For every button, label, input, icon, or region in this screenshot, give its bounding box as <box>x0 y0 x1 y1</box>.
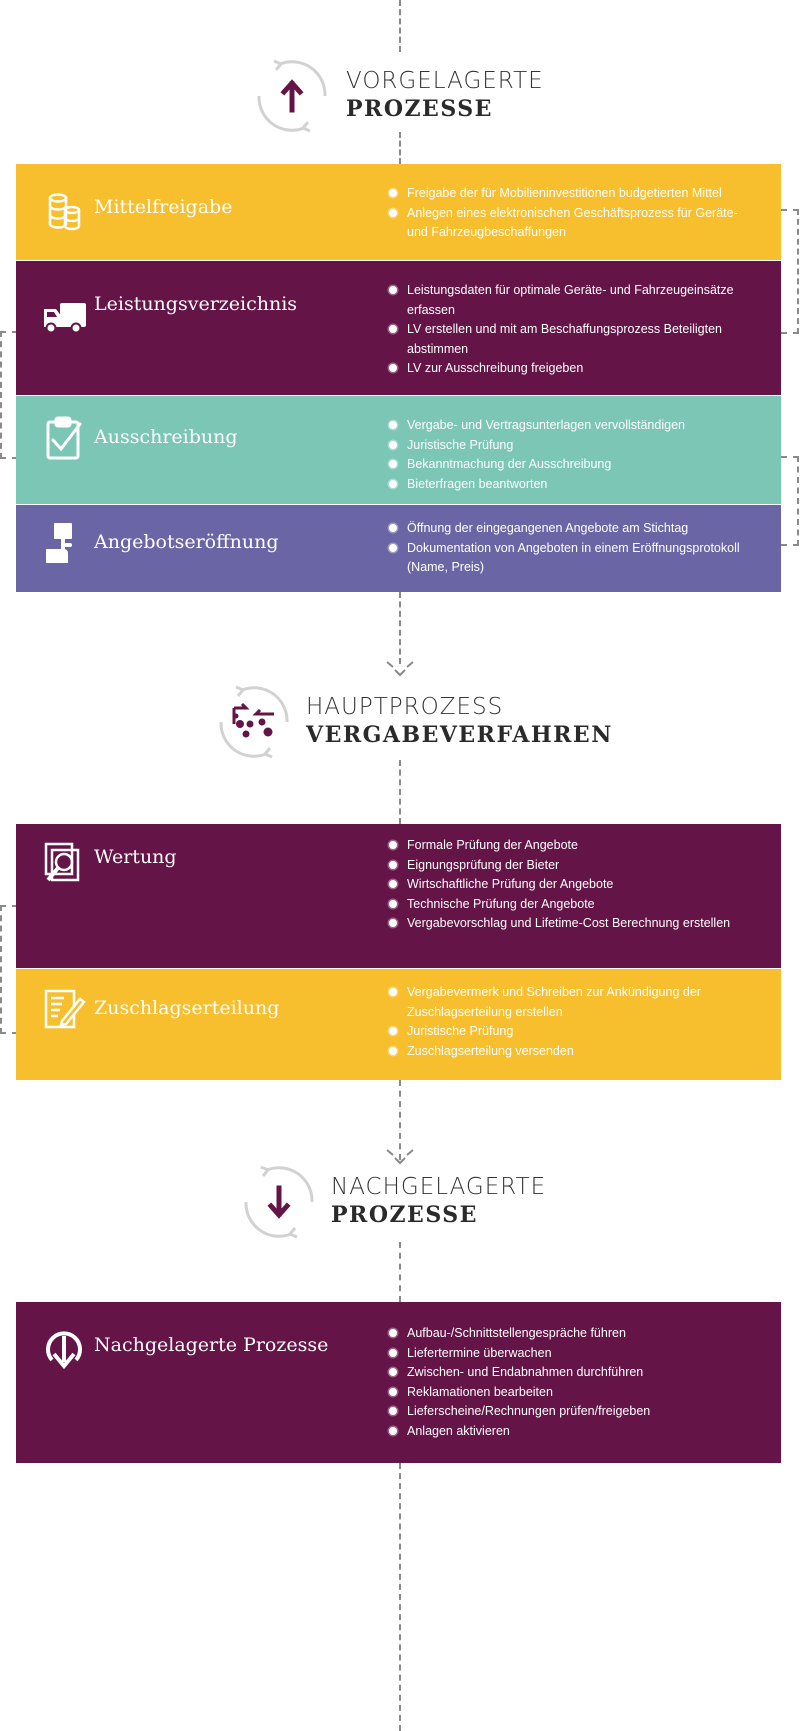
step-title: Ausschreibung <box>94 426 238 448</box>
step-ausschreibung <box>16 396 781 504</box>
step-title: Mittelfreigabe <box>94 196 233 218</box>
timeline-arrowhead <box>385 658 415 678</box>
phase-hauptprozess <box>216 684 613 764</box>
bullet-list <box>389 184 749 243</box>
arrow-up-icon <box>254 58 330 134</box>
bullet-list <box>389 1324 749 1441</box>
list-item: LV zur Ausschreibung freigeben <box>389 359 749 379</box>
clipboard-check-icon <box>42 416 86 460</box>
step-title: Leistungsverzeichnis <box>94 293 298 315</box>
phase-vorgelagerte <box>254 58 554 138</box>
phase-title-line2: PROZESSE <box>346 96 493 122</box>
phase-title-line1: HAUPTPROZESS <box>306 694 504 720</box>
list-item: Reklamationen bearbeiten <box>389 1383 749 1403</box>
bullet-list <box>389 416 749 494</box>
timeline-line <box>399 1242 401 1302</box>
step-title: Nachgelagerte Prozesse <box>94 1334 329 1356</box>
step-title: Zuschlagserteilung <box>94 997 280 1019</box>
timeline-line <box>399 0 401 52</box>
list-item: Vergabevermerk und Schreiben zur Ankündigung der Zuschlagserteilung erstellen <box>389 983 749 1022</box>
phase-title-line1: VORGELAGERTE <box>346 68 544 94</box>
list-item: Bieterfragen beantworten <box>389 475 749 495</box>
truck-icon <box>42 293 88 337</box>
list-item: Technische Prüfung der Angebote <box>389 895 749 915</box>
list-item: Anlagen aktivieren <box>389 1422 749 1442</box>
phase-nachgelagerte <box>241 1164 561 1244</box>
document-pen-icon <box>42 987 86 1031</box>
list-item: Vergabevorschlag und Lifetime-Cost Berechnung erstellen <box>389 914 749 934</box>
list-item: Freigabe der für Mobilieninvestitionen budgetierten Mittel <box>389 184 749 204</box>
phase-title-line2: PROZESSE <box>331 1202 478 1228</box>
connector-bracket <box>781 456 799 546</box>
bullet-list <box>389 519 749 578</box>
list-item: Juristische Prüfung <box>389 436 749 456</box>
timeline-line <box>399 760 401 824</box>
connector-bracket <box>781 209 799 334</box>
step-wertung <box>16 824 781 968</box>
list-item: Zuschlagserteilung versenden <box>389 1042 749 1062</box>
circle-arrow-down-icon <box>42 1326 86 1370</box>
timeline-line <box>399 1463 401 1731</box>
document-magnifier-icon <box>42 840 86 884</box>
bullet-list <box>389 983 749 1061</box>
step-title: Wertung <box>94 846 177 868</box>
list-item: Zwischen- und Endabnahmen durchführen <box>389 1363 749 1383</box>
list-item: LV erstellen und mit am Beschaffungsprozess Beteiligten abstimmen <box>389 320 749 359</box>
list-item: Eignungsprüfung der Bieter <box>389 856 749 876</box>
step-nachgelagerte <box>16 1302 781 1463</box>
step-title: Angebotseröffnung <box>94 531 279 553</box>
list-item: Lieferscheine/Rechnungen prüfen/freigeben <box>389 1402 749 1422</box>
list-item: Formale Prüfung der Angebote <box>389 836 749 856</box>
list-item: Wirtschaftliche Prüfung der Angebote <box>389 875 749 895</box>
phase-title-line2: VERGABEVERFAHREN <box>306 722 613 748</box>
step-leistungsverzeichnis <box>16 261 781 395</box>
bullet-list <box>389 281 749 379</box>
list-item: Aufbau-/Schnittstellengespräche führen <box>389 1324 749 1344</box>
phase-title-line1: NACHGELAGERTE <box>331 1174 547 1200</box>
arrow-down-icon <box>241 1164 317 1240</box>
step-zuschlagserteilung <box>16 969 781 1080</box>
list-item: Öffnung der eingegangenen Angebote am Stichtag <box>389 519 749 539</box>
list-item: Vergabe- und Vertragsunterlagen vervollständigen <box>389 416 749 436</box>
list-item: Bekanntmachung der Ausschreibung <box>389 455 749 475</box>
step-mittelfreigabe <box>16 164 781 260</box>
hand-sign-icon <box>42 521 86 565</box>
list-item: Leistungsdaten für optimale Geräte- und Fahrzeugeinsätze erfassen <box>389 281 749 320</box>
process-flow-icon <box>216 684 292 760</box>
timeline-arrowhead <box>385 1146 415 1166</box>
timeline-line <box>399 592 401 664</box>
bullet-list <box>389 836 749 934</box>
coins-icon <box>42 190 86 234</box>
step-angebotseroeffnung <box>16 505 781 592</box>
list-item: Juristische Prüfung <box>389 1022 749 1042</box>
list-item: Liefertermine überwachen <box>389 1344 749 1364</box>
list-item: Anlegen eines elektronischen Geschäftsprozess für Geräte- und Fahrzeugbeschaffungen <box>389 204 749 243</box>
list-item: Dokumentation von Angeboten in einem Eröffnungsprotokoll (Name, Preis) <box>389 539 749 578</box>
